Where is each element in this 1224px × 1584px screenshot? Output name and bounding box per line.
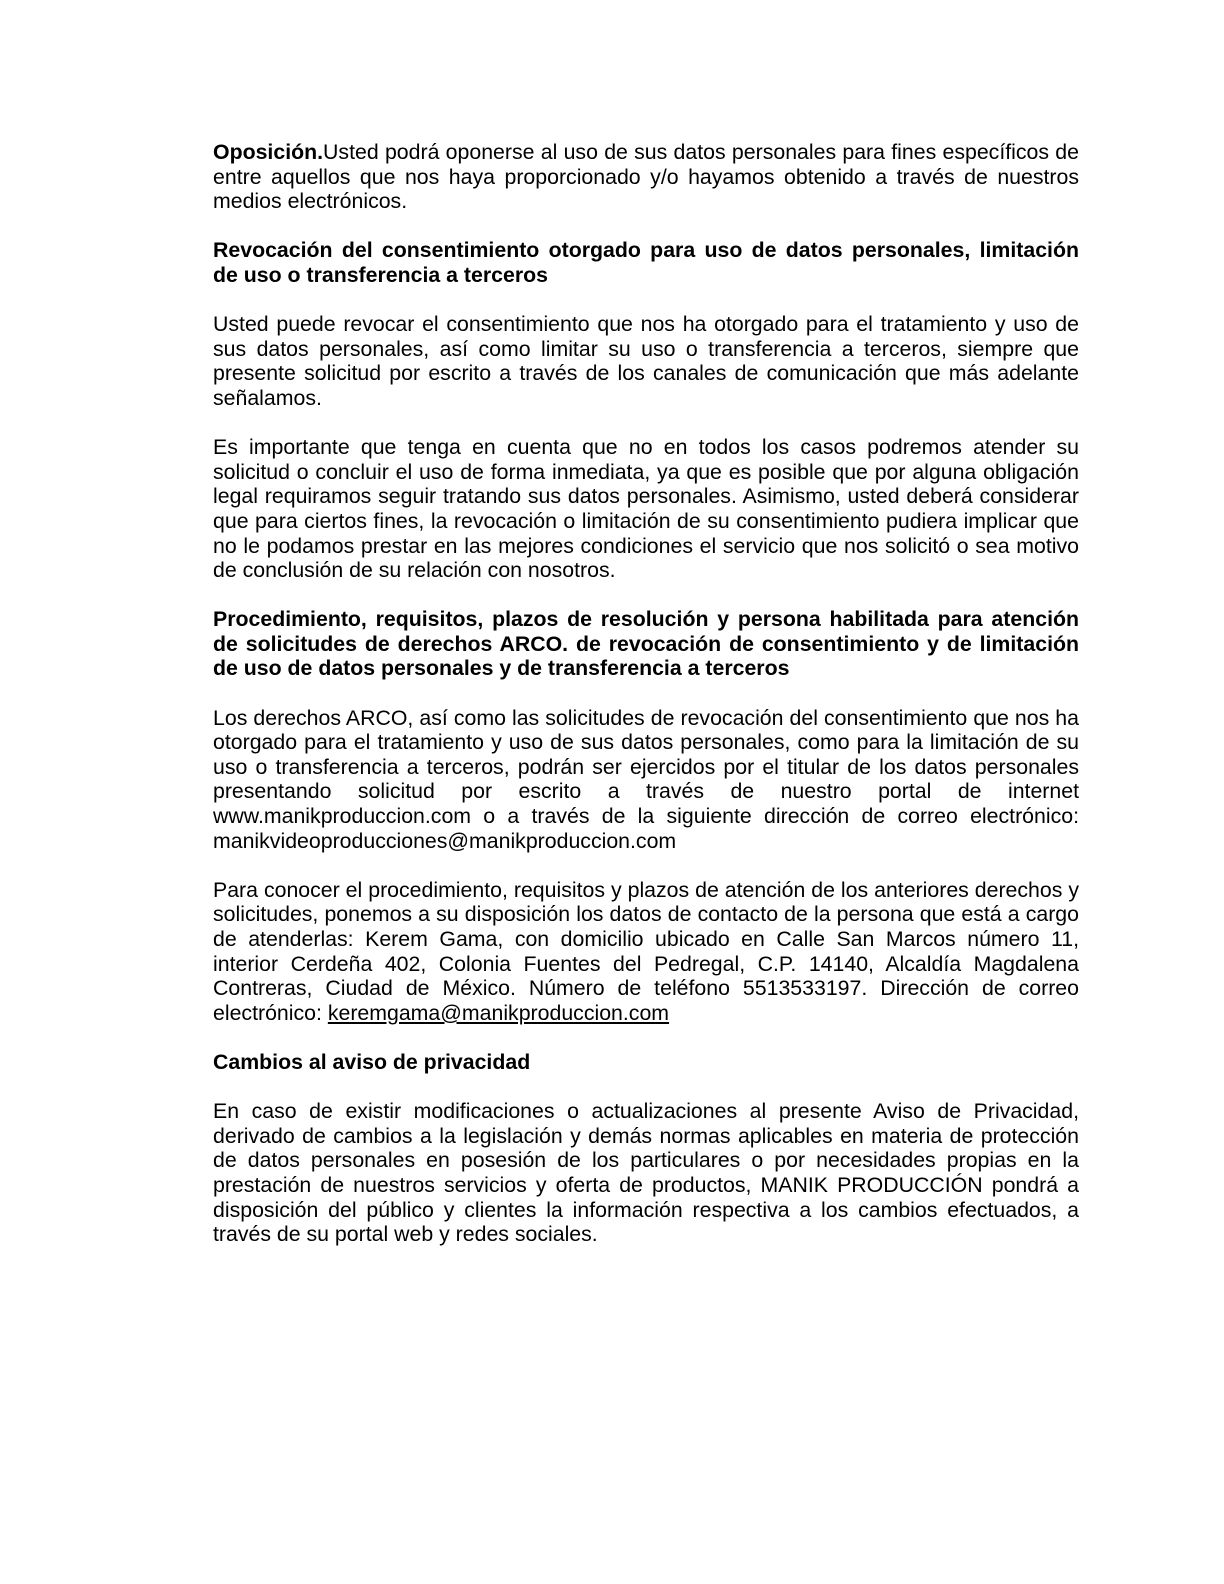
document-page <box>213 140 1079 1271</box>
bold-text-run: Revocación del consentimiento otorgado para uso de datos personales, limitación de uso o transferencia a terceros <box>213 238 1079 287</box>
paragraph <box>213 435 1079 583</box>
text-run: En caso de existir modificaciones o actualizaciones al presente Aviso de Privacidad, derivado de cambios a la legislación y demás normas aplicables en materia de protección de datos personales en posesión de los particulares o por necesidades propias en la prestación de nuestros servicios y oferta de productos, MANIK PRODUCCIÓN pondrá a disposición del público y clientes la información respectiva a los cambios efectuados, a través de su portal web y redes sociales. <box>213 1099 1079 1247</box>
text-run: Los derechos ARCO, así como las solicitudes de revocación del consentimiento que nos ha otorgado para el tratamiento y uso de sus datos personales, como para la limitación de su uso o transferencia a terceros, podrán ser ejercidos por el titular de los datos personales presentando solicitud por escrito a través de nuestro portal de internet www.manikproduccion.com o a través de la siguiente dirección de correo electrónico: manikvideoproducciones@manikproduccion.com <box>213 705 1079 853</box>
text-run: Es importante que tenga en cuenta que no en todos los casos podremos atender su solicitud o concluir el uso de forma inmediata, ya que es posible que por alguna obligación legal requiramos seguir tratando sus datos personales. Asimismo, usted deberá considerar que para ciertos fines, la revocación o limitación de su consentimiento pudiera implicar que no le podamos prestar en las mejores condiciones el servicio que nos solicitó o sea motivo de conclusión de su relación con nosotros. <box>213 435 1079 583</box>
text-run: Usted puede revocar el consentimiento que nos ha otorgado para el tratamiento y uso de sus datos personales, así como limitar su uso o transferencia a terceros, siempre que presente solicitud por escrito a través de los canales de comunicación que más adelante señalamos. <box>213 312 1079 410</box>
bold-text-run: Procedimiento, requisitos, plazos de resolución y persona habilitada para atención de solicitudes de derechos ARCO. de revocación de consentimiento y de limitación de uso de datos personales y de transferencia a terceros <box>213 607 1079 681</box>
section-heading <box>213 607 1079 681</box>
bold-text-run: Cambios al aviso de privacidad <box>213 1049 531 1074</box>
section-heading <box>213 1050 1079 1075</box>
bold-text-run: Oposición. <box>213 140 324 164</box>
paragraph <box>213 706 1079 854</box>
paragraph <box>213 312 1079 410</box>
section-heading <box>213 238 1079 287</box>
paragraph <box>213 878 1079 1026</box>
email-link[interactable]: keremgama@manikproduccion.com <box>327 1000 670 1025</box>
text-run: Usted podrá oponerse al uso de sus datos personales para fines específicos de entre aquellos que nos haya proporcionado y/o hayamos obtenido a través de nuestros medios electrónicos. <box>213 140 1079 214</box>
paragraph <box>213 1099 1079 1247</box>
paragraph <box>213 140 1079 214</box>
text-run: Para conocer el procedimiento, requisitos y plazos de atención de los anteriores derechos y solicitudes, ponemos a su disposición los datos de contacto de la persona que está a cargo de atenderlas: Kerem Gama, con domicilio ubicado en Calle San Marcos número 11, interior Cerdeña 402, Colonia Fuentes del Pedregal, C.P. 14140, Alcaldía Magdalena Contreras, Ciudad de México. Número de teléfono 5513533197. Dirección de correo electrónico: <box>213 877 1079 1025</box>
